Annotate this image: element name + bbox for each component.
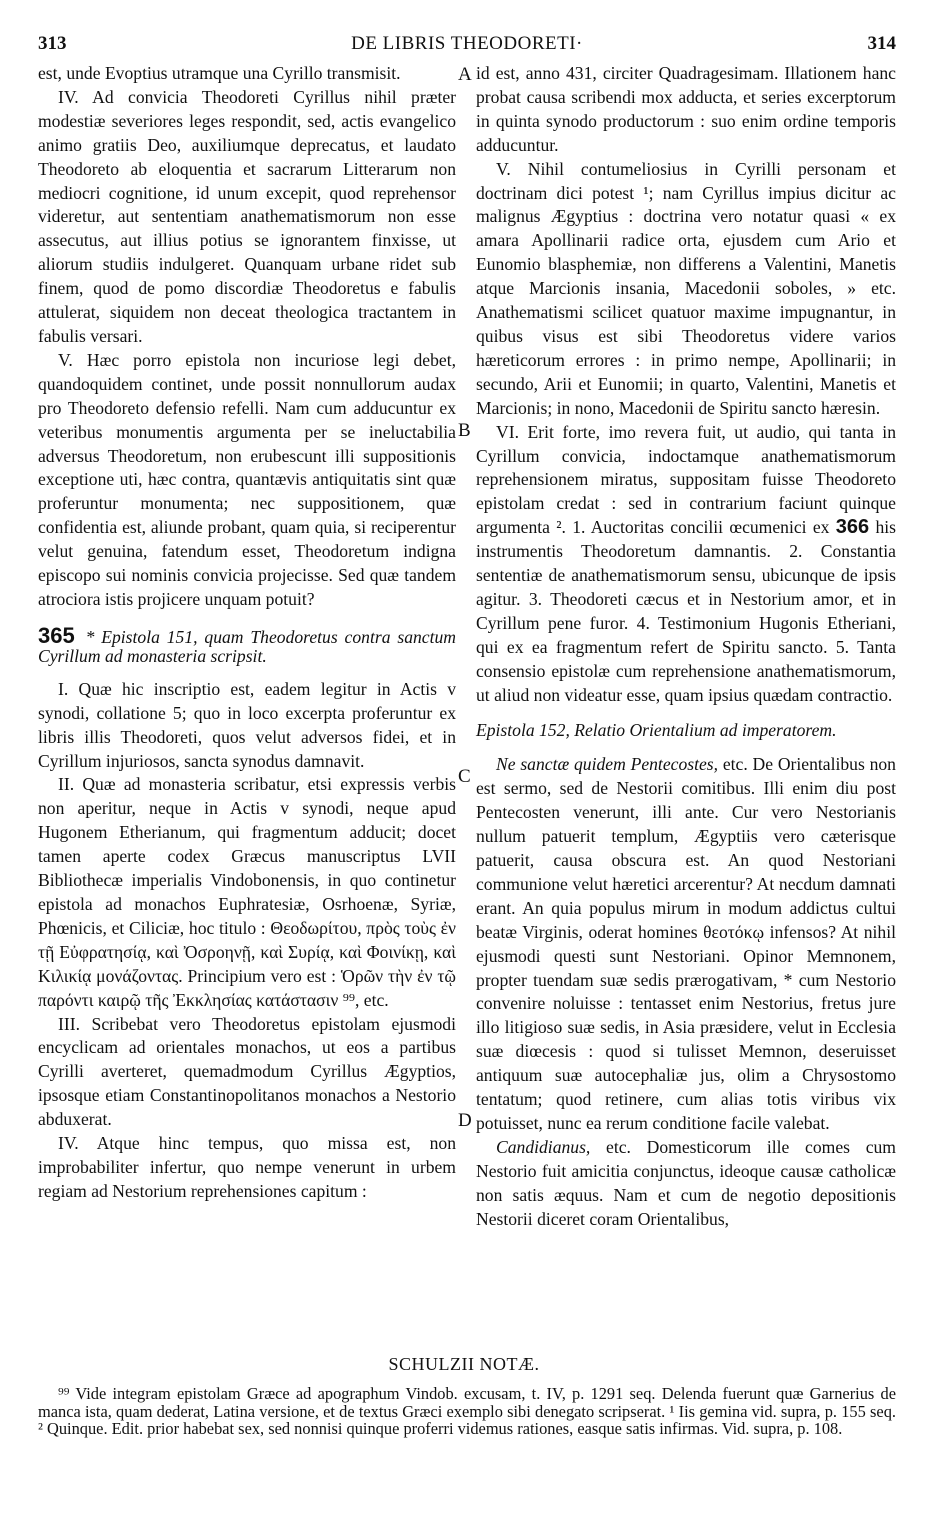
footnotes: [38, 1385, 896, 1438]
paragraph-text: etc. Domesticorum ille comes cum Nestorio fuit amicitia conjunctus, ideoque causæ catholicæ non satis æquus. Nam et cum de negotio depositionis Nestorii diceret coram Orientalibus,: [476, 1136, 896, 1229]
page-number-right: 314: [867, 33, 896, 54]
column-number-365: 365: [38, 622, 75, 648]
margin-letter-d: D: [458, 1110, 472, 1131]
paragraph: IV. Atque hinc tempus, quo missa est, non improbabiliter infertur, quo nempe venerunt in urbem regiam ad Nestorium reprehensiones capitum :: [38, 1133, 456, 1201]
right-column: [476, 62, 896, 1232]
lemma: Candidianus,: [496, 1136, 591, 1157]
paragraph: [476, 1136, 896, 1232]
paragraph: [476, 421, 896, 708]
footnote-text: ⁹⁹ Vide integram epistolam Græce ad apographum Vindob. excusam, t. IV, p. 1291 seq. Delenda fuerunt quæ Garnerius de manca ista, quam dederat, Latina versione, et de textus Græci exemplo sibi denegato scripserat. ¹ Iis gemina vid. supra, p. 155 seq. ² Quinque. Edit. prior habebat sex, sed nonnisi quinque proferri videmus rationes, easque satis infirmas. Vid. supra, p. 108.: [38, 1384, 896, 1438]
paragraph: est, unde Evoptius utramque una Cyrillo transmisit.: [38, 63, 401, 83]
margin-letter-c: C: [458, 766, 471, 787]
section-title-365: [38, 622, 456, 666]
page-header: [38, 33, 896, 59]
section-title-text: * Epistola 151, quam Theodoretus contra sanctum Cyrillum ad monasteria scripsit.: [38, 626, 456, 666]
paragraph: II. Quæ ad monasteria scribatur, etsi expressis verbis non aperitur, neque in Actis v synodi, neque apud Hugonem Etherianum, qui fragmentum adducit; docet tamen aperte codex Græcus manuscriptus LVII Bibliothecæ imperialis Vindobonensis, in quo continetur epistola ad monachos Euphratesiæ, Osrhoenæ, Syriæ, Phœnicis, et Ciliciæ, hoc titulo : Θεοδωρίτου, πρὸς τοὺς ἐν τῇ Εὐφρατησίᾳ, καὶ Ὀσροηνῇ, καὶ Συρίᾳ, καὶ Φοινίκῃ, καὶ Κιλικίᾳ μονάζοντας. Principium vero est : Ὁρῶν τὴν ἐν τῷ παρόντι καιρῷ τῆς Ἐκκλησίας κατάστασιν ⁹⁹, etc.: [38, 774, 456, 1010]
running-title: DE LIBRIS THEODORETI·: [351, 33, 583, 54]
lemma: Ne sanctæ quidem Pentecostes,: [496, 754, 719, 775]
paragraph: III. Scribebat vero Theodoretus epistolam ejusmodi encyclicam ad orientales monachos, ut eos a partibus Cyrilli averteret, quemadmodum Cyrillus Ægyptios, ipsosque etiam Constantinopolitanos monachos a Nestorio abduxerat.: [38, 1013, 456, 1130]
column-number-366: 366: [835, 516, 870, 539]
notes-heading: SCHULZII NOTÆ.: [388, 1354, 540, 1374]
section-title-152: Epistola 152, Relatio Orientalium ad imperatorem.: [476, 720, 837, 741]
paragraph: [476, 753, 896, 1136]
paragraph-text: VI. Erit forte, imo revera fuit, ut audio, qui tanta in Cyrillum convicia, indoctamque anathematismorum reprehensionem miratus, suppositam fuisse Theodoreto epistolam credat : sed in contrarium faciunt quinque argumenta ². 1. Auctoritas concilii œcumenici ex: [476, 421, 896, 538]
page-number-left: 313: [38, 33, 67, 54]
paragraph-text: etc. De Orientalibus non est sermo, sed de Nestorii comitibus. Illi enim diu post Pentecosten venerunt, illi ante. Cur vero Nestorianis nullum patuerit templum, Ægyptiis vero cæterisque patuerit, causa obscura est. An quod Nestoriani communione velut hæretici arcerentur? At necdum damnati erant. An quia populus mirum in modum addictus cultui beatæ Virginis, oderat homines θεοτόκῳ infensos? At nihil ejusmodi questi sunt Nestoriani. Opinor Memnonem, propter tuendam suæ sedis prærogativam, * cum Nestorio convenire noluisse : tentasset enim Nestorius, fretus jure illo litigioso suæ sedis, in Asia præsidere, velut in Ecclesia suæ diœcesis : quod si tulisset Memnon, deseruisset antiquum suæ autocephaliæ jus, olim a Chrysostomo tentatum; quod retinere, cum alias totis viribus vix potuisset, nunc ea rerum conditione facile valebat.: [476, 754, 896, 1133]
paragraph: I. Quæ hic inscriptio est, eadem legitur in Actis v synodi, collatione 5; quo in loco excerpta proferuntur ex libris illis Theodoreti, quos velut adversos fidei, et in Cyrillum injuriosos, sancta synodus damnavit.: [38, 678, 456, 771]
left-column: [38, 62, 456, 1204]
paragraph: V. Nihil contumeliosius in Cyrilli personam et doctrinam dici potest ¹; nam Cyrillus impius dicitur ac malignus Ægyptius : doctrina vero notatur quasi « ex amara Apollinarii radice orta, ejusdem cum Ario et Eunomio blasphemiæ, non differens a Valentini, Manetis atque Marcionis insania, Macedonii soboles, » etc. Anathematismi scilicet quatuor maxime impugnantur, in quibus visus est sibi Theodoretus videre varios hæreticorum errores : in primo nempe, Apollinarii; in secundo, Arii et Eunomii; in quarto, Valentini, Manetis et Marcionis; in nono, Macedonii de Spiritu sancto hæresin.: [476, 158, 896, 418]
margin-letter-a: A: [458, 64, 472, 85]
paragraph-text: his instrumentis Theodoretum damnantis. 2. Constantia sententiæ de anathematismorum sensu, ubicunque de ipsis agitur. 3. Theodoreti cæcus et in Nestorium amor, et in Cyrillum pene furor. 4. Testimonium Hugonis Etheriani, qui ex ea fragmentum refert de Spiritu sancto. 5. Tanta consensio epistolæ cum reprehensione anathematismorum, ut aliud non videatur esse, quam ipsius quædam contractio.: [476, 517, 896, 705]
paragraph: V. Hæc porro epistola non incuriose legi debet, quandoquidem continet, unde possit nonnullorum audax pro Theodoreto defensio refelli. Nam cum adducuntur ex veteribus monumentis argumenta per se ineluctabilia adversus Theodoretum, non erubescunt illi suppositionis exceptione uti, hæc contra, quantævis antiquitatis sint quæ proferuntur monumenta; nec suppositionem, quæ confidentia est, aliunde probant, quam quia, si reciperentur velut genuina, fatendum esset, Theodoretum indigna episcopo sui nominis convicia projecisse. Sed quæ tandem atrociora istis projicere unquam potuit?: [38, 349, 456, 609]
paragraph: id est, anno 431, circiter Quadragesimam. Illationem hanc probat causa scribendi mox adducta, et series excerptorum in quinta synodo productorum : suo enim ordine temporis adducuntur.: [476, 63, 896, 155]
margin-letter-b: B: [458, 420, 471, 441]
paragraph: IV. Ad convicia Theodoreti Cyrillus nihil præter modestiæ severiores leges respondit, sed, actis evangelico animo gratiis Deo, auxiliumque deprecatus, et laudato Theodoreto ab eloquentia et sacrarum Litterarum non mediocri cognitione, id unum excepit, quod reprehensor videretur, aut sententiam anathematismorum non esse assecutus, aut illius potius se ignorantem finxisse, ut aliorum studiis indulgeret. Quanquam urbane ridet sub finem, quod de pomo discordiæ Theodoretus e fabulis attulerat, siquidem non deceat theologica tractantem in fabulis versari.: [38, 86, 456, 346]
